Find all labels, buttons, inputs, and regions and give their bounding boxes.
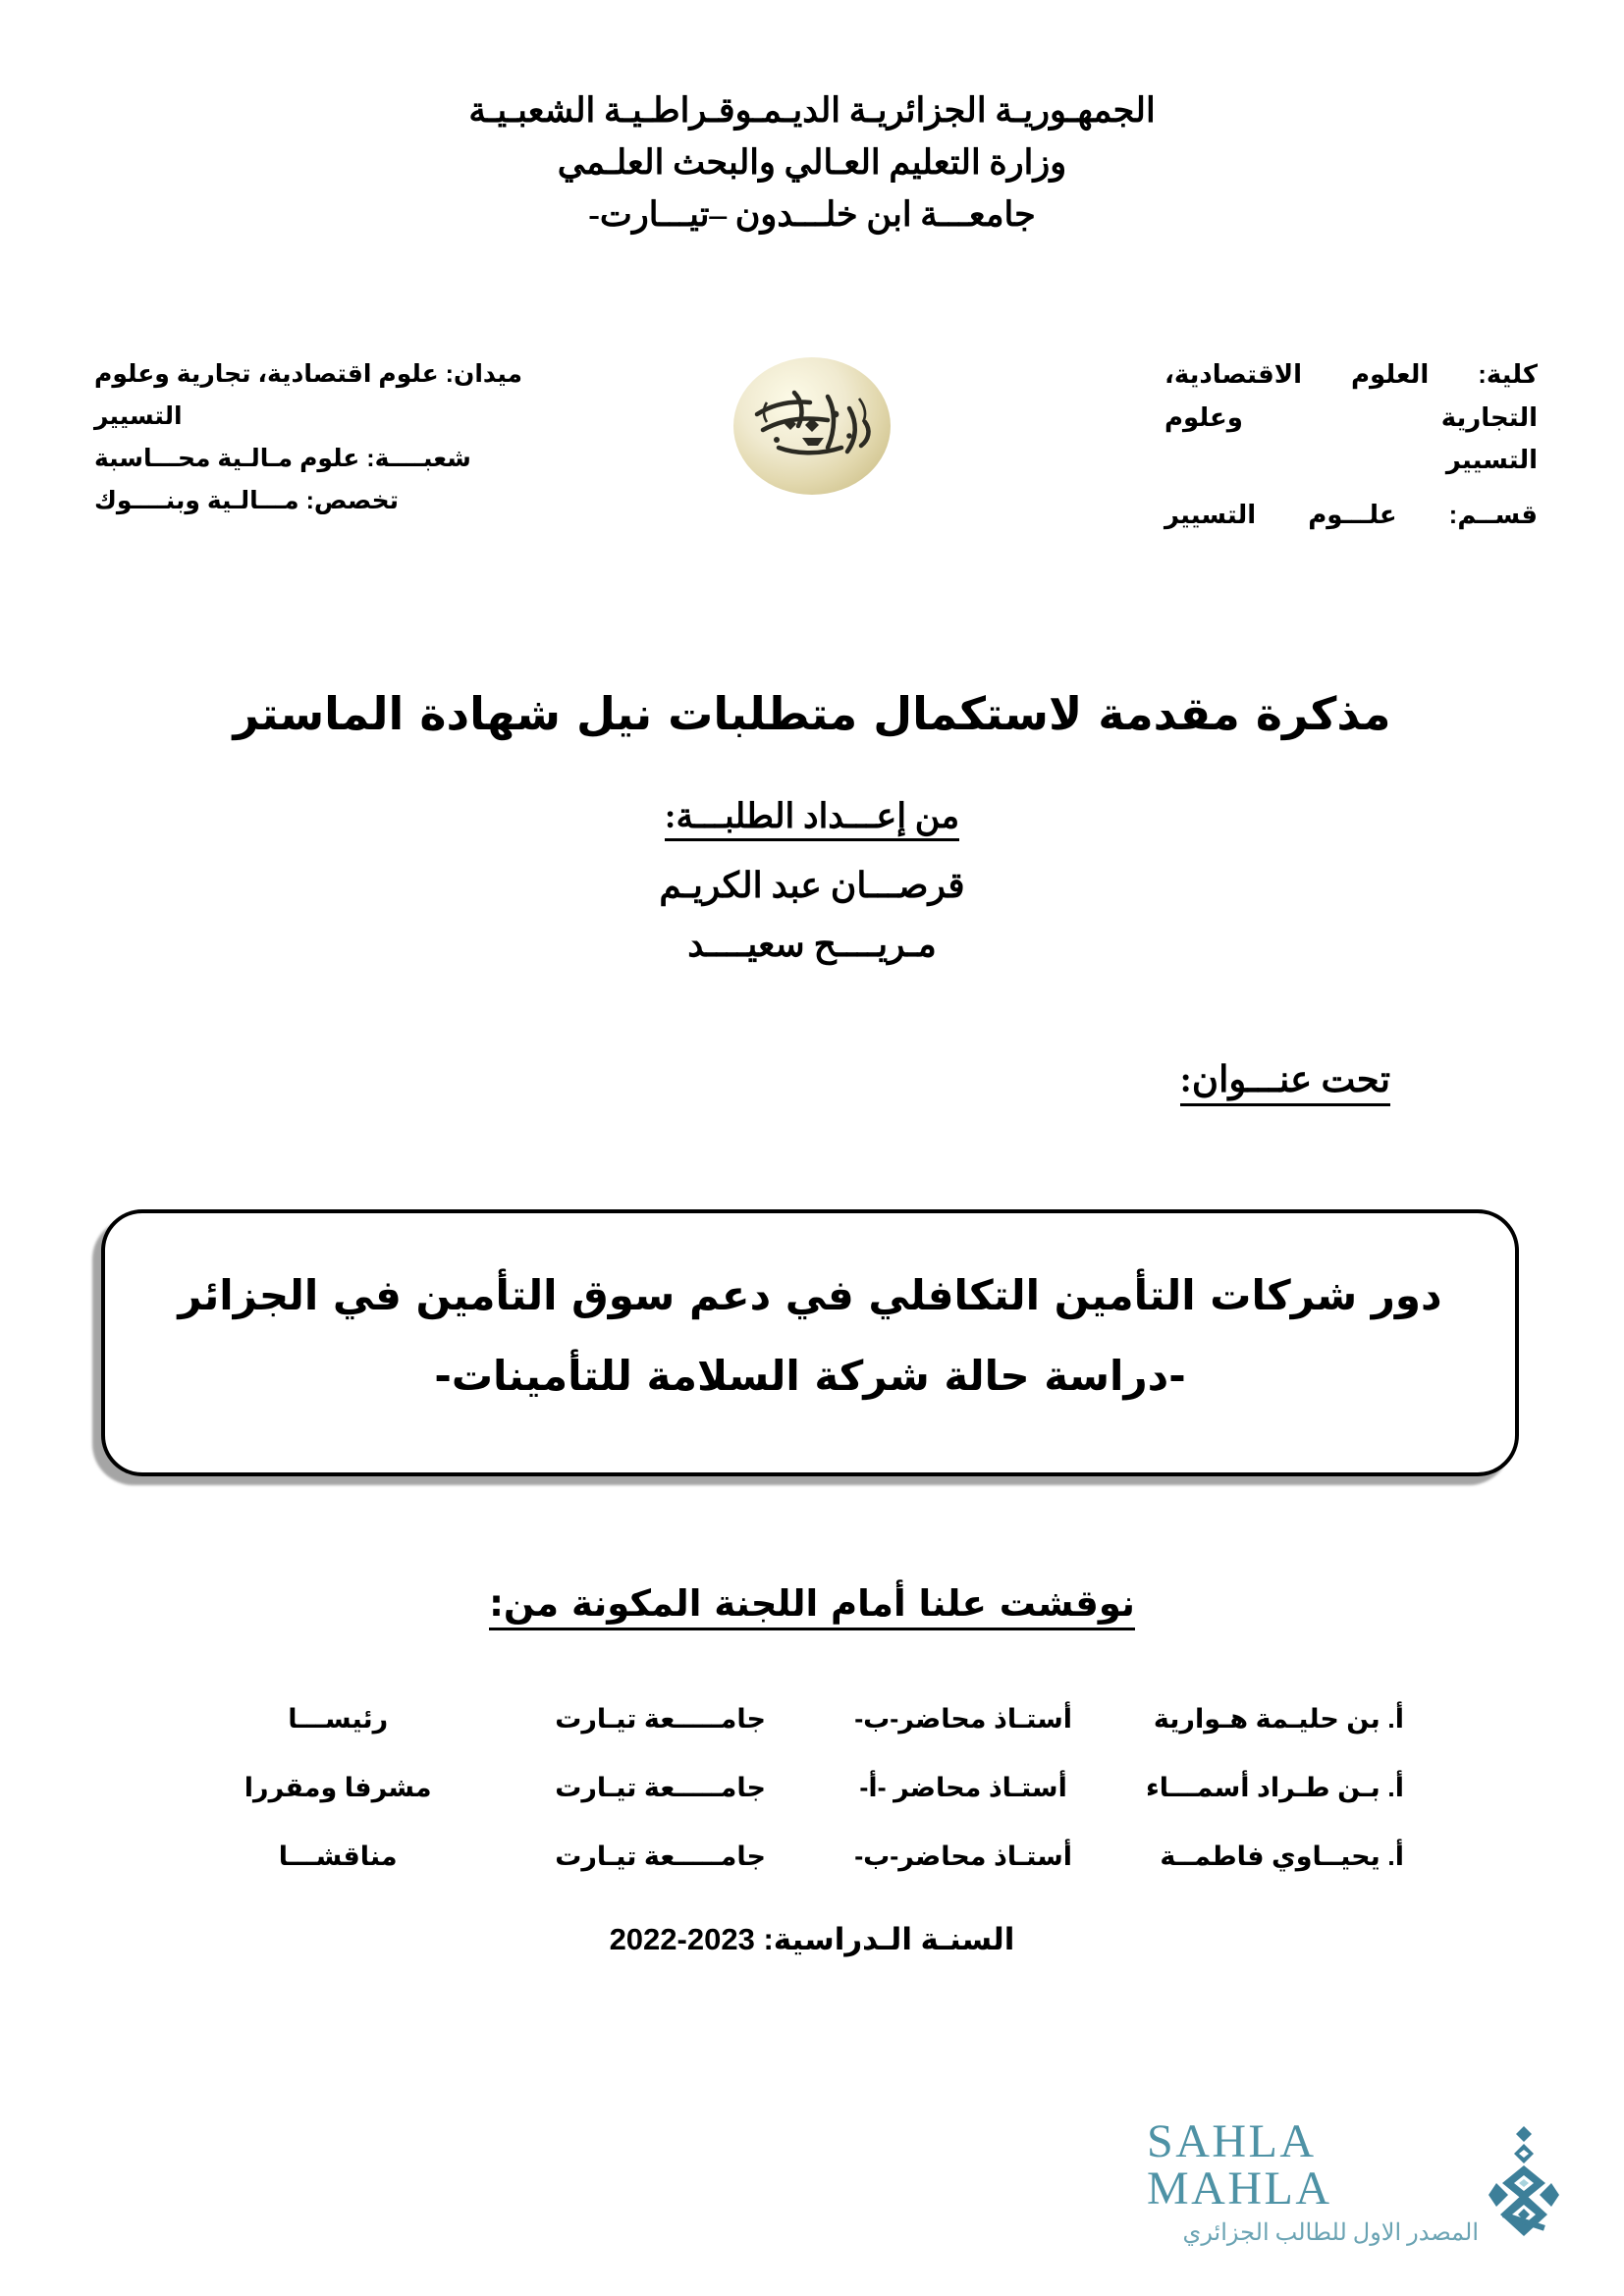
table-row bbox=[177, 1842, 1404, 1910]
title-box-frame bbox=[101, 1209, 1519, 1476]
watermark-title: SAHLA MAHLA bbox=[1147, 2114, 1332, 2215]
specialty-label: تخصص: مـــالـية وبنــــوك bbox=[94, 487, 400, 514]
master-declaration: مذكرة مقدمة لاستكمال متطلبات نيل شهادة الماستر bbox=[233, 687, 1391, 740]
table-row bbox=[177, 1704, 1404, 1773]
jury-member-role: مناقشـــا bbox=[278, 1842, 398, 1871]
jury-member-name: أ. يحيــاوي فاطمــة bbox=[1160, 1842, 1404, 1871]
jury-member-university: جامـــــعة تيـارت bbox=[555, 1704, 766, 1734]
jury-member-university: جامـــــعة تيـارت bbox=[555, 1773, 766, 1802]
jury-member-name: أ. بـن طـراد أسمـــاء bbox=[1145, 1773, 1404, 1802]
student-name: مـريــــح سعيــــد bbox=[687, 925, 937, 964]
watermark-text bbox=[1147, 2114, 1479, 2247]
republic-line: الجمهـوريـة الجزائريـة الديـمـوقـراطـيـة الشعبـيـة bbox=[468, 91, 1156, 130]
academic-year bbox=[0, 1922, 1624, 1957]
faculty-label: كلية: العلوم الاقتصادية، التجارية وعلوم bbox=[1164, 359, 1538, 432]
jury-member-rank: أستـاذ محاضر-ب- bbox=[854, 1842, 1073, 1871]
page-header bbox=[0, 84, 1624, 241]
jury-heading bbox=[0, 1582, 1624, 1625]
jury-heading-text: نوقشت علنا أمام اللجنة المكونة من: bbox=[489, 1582, 1135, 1630]
academic-year-label: السنـة الـدراسية: bbox=[763, 1922, 1015, 1956]
students-section bbox=[0, 797, 1624, 971]
watermark-subtitle: المصدر الاول للطالب الجزائري bbox=[1182, 2219, 1479, 2246]
faculty-info-block bbox=[1164, 353, 1538, 537]
thesis-title-subtitle: -دراسة حالة شركة السلامة للتأمينات- bbox=[434, 1352, 1186, 1400]
students-heading: من إعـــداد الطلبـــة: bbox=[665, 797, 959, 841]
seal-calligraphy bbox=[733, 357, 891, 495]
department-label: قســم: علـــوم التسيير bbox=[1164, 500, 1538, 530]
jury-member-rank: أستـاذ محاضر-ب- bbox=[854, 1704, 1073, 1734]
sahla-mahla-logo-icon bbox=[1489, 2124, 1559, 2240]
jury-member-role: مشرفا ومقررا bbox=[244, 1773, 432, 1802]
academic-year-value: 2022-2023 bbox=[609, 1922, 755, 1956]
jury-member-university: جامـــــعة تيـارت bbox=[555, 1842, 766, 1871]
domain-label: ميدان: علوم اقتصادية، تجارية وعلوم التسيير bbox=[94, 360, 523, 430]
thesis-title-box bbox=[101, 1209, 1519, 1476]
sahla-mahla-watermark bbox=[1147, 2109, 1559, 2256]
student-name: قرصـــان عبد الكريـم bbox=[659, 866, 965, 905]
university-seal-icon bbox=[733, 357, 891, 495]
university-line: جامعـــة ابن خلـــدون –تيـــارت- bbox=[588, 195, 1036, 235]
thesis-title-main: دور شركات التأمين التكافلي في دعم سوق التأمين في الجزائر bbox=[178, 1270, 1442, 1319]
faculty-label-continued: التسيير bbox=[1445, 445, 1538, 475]
under-title-label: تحت عنـــوان: bbox=[1180, 1058, 1390, 1106]
ministry-line: وزارة التعليم العـالي والبحث العلـمي bbox=[557, 143, 1067, 183]
table-row bbox=[177, 1773, 1404, 1842]
jury-member-rank: أستـاذ محاضر -أ- bbox=[859, 1773, 1067, 1802]
jury-member-role: رئيســـا bbox=[288, 1704, 389, 1734]
jury-table bbox=[177, 1704, 1404, 1910]
jury-member-name: أ. بن حليـمة هـوارية bbox=[1153, 1704, 1404, 1734]
branch-label: شعبــــة: علوم مـالـية محـــاسبة bbox=[94, 445, 471, 472]
program-info-block bbox=[94, 353, 615, 522]
